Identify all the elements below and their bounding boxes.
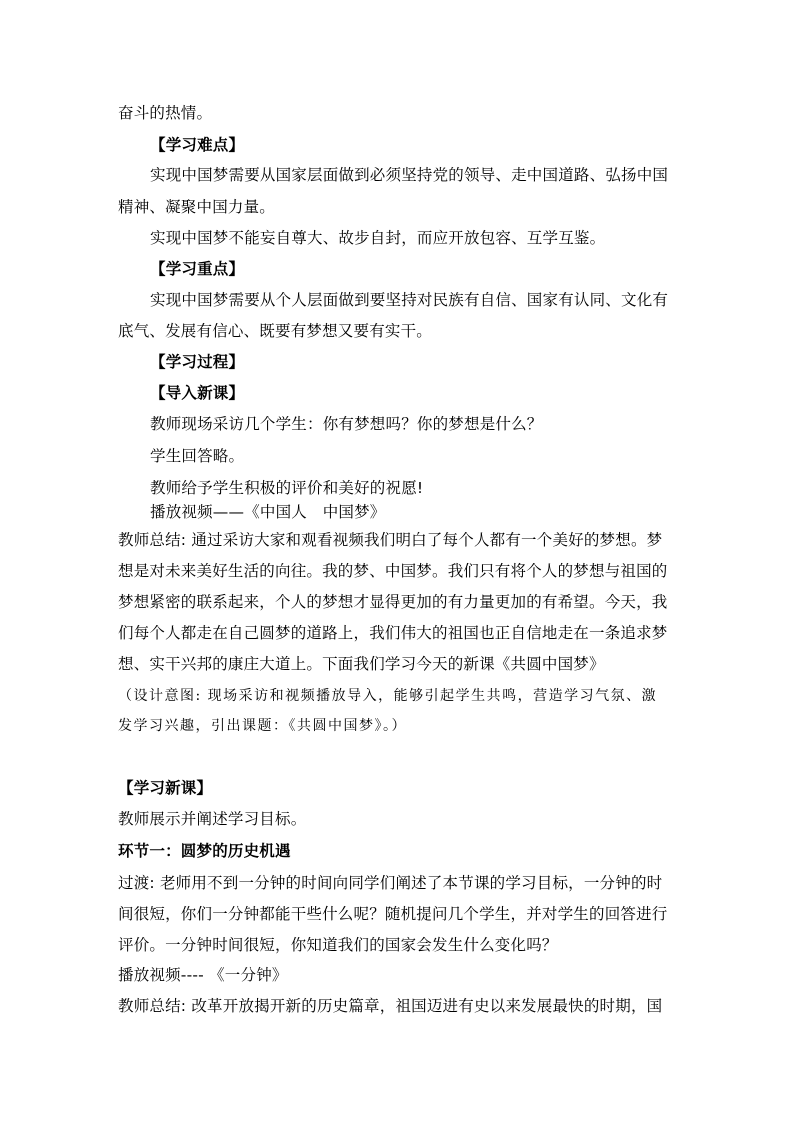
body-text: 过渡: 老师用不到一分钟的时间向同学们阐述了本节课的学习目标，一分钟的时 [118,874,663,892]
body-text: 教师展示并阐述学习目标。 [118,810,307,828]
body-text: 奋斗的热情。 [118,104,213,122]
body-text: 教师总结: 改革开放揭开新的历史篇章，祖国迈进有史以来发展最快的时期，国 [118,997,663,1015]
section-heading-key-points: 【学习重点】 [150,260,245,278]
section-heading-difficulty: 【学习难点】 [150,136,245,154]
body-text: 想、实干兴邦的康庄大道上。下面我们学习今天的新课《共圆中国梦》 [118,655,605,673]
body-text: 想是对未来美好生活的向往。我的梦、中国梦。我们只有将个人的梦想与祖国的 [118,562,668,580]
section-heading-process: 【学习过程】 [150,353,245,371]
body-text: 间很短，你们一分钟都能干些什么呢？随机提问几个学生，并对学生的回答进行 [118,905,668,923]
body-text: 教师总结: 通过采访大家和观看视频我们明白了每个人都有一个美好的梦想。梦 [118,531,663,549]
design-intent-note: （设计意图: 现场采访和视频播放导入，能够引起学生共鸣，营造学习气氛、激 [118,688,658,704]
body-text: 梦想紧密的联系起来，个人的梦想才显得更加的有力量更加的有希望。今天，我 [118,593,668,611]
body-text: 们每个人都走在自己圆梦的道路上，我们伟大的祖国也正自信地走在一条追求梦 [118,624,668,642]
subsection-heading: 环节一：圆梦的历史机遇 [118,842,291,860]
body-text: 学生回答略。 [150,447,245,465]
body-text: 精神、凝聚中国力量。 [118,198,276,216]
body-text: 评价。一分钟时间很短，你知道我们的国家会发生什么变化吗？ [118,936,558,954]
body-text: 教师现场采访几个学生：你有梦想吗？你的梦想是什么？ [150,415,543,433]
body-text: 播放视频---- 《一分钟》 [118,966,288,984]
section-heading-intro: 【导入新课】 [150,384,245,402]
body-text: 实现中国梦需要从国家层面做到必须坚持党的领导、走中国道路、弘扬中国 [150,166,669,184]
body-text: 教师给予学生积极的评价和美好的祝愿! [150,479,424,497]
body-text: 实现中国梦不能妄自尊大、故步自封，而应开放包容、互学互鉴。 [150,229,606,247]
design-intent-note: 发学习兴趣，引出课题：《共圆中国梦》。） [118,718,407,734]
body-text: 播放视频——《中国人 中国梦》 [150,503,386,521]
body-text: 实现中国梦需要从个人层面做到要坚持对民族有自信、国家有认同、文化有 [150,291,669,309]
section-heading-new-lesson: 【学习新课】 [118,779,213,797]
body-text: 底气、发展有信心、既要有梦想又要有实干。 [118,322,433,340]
